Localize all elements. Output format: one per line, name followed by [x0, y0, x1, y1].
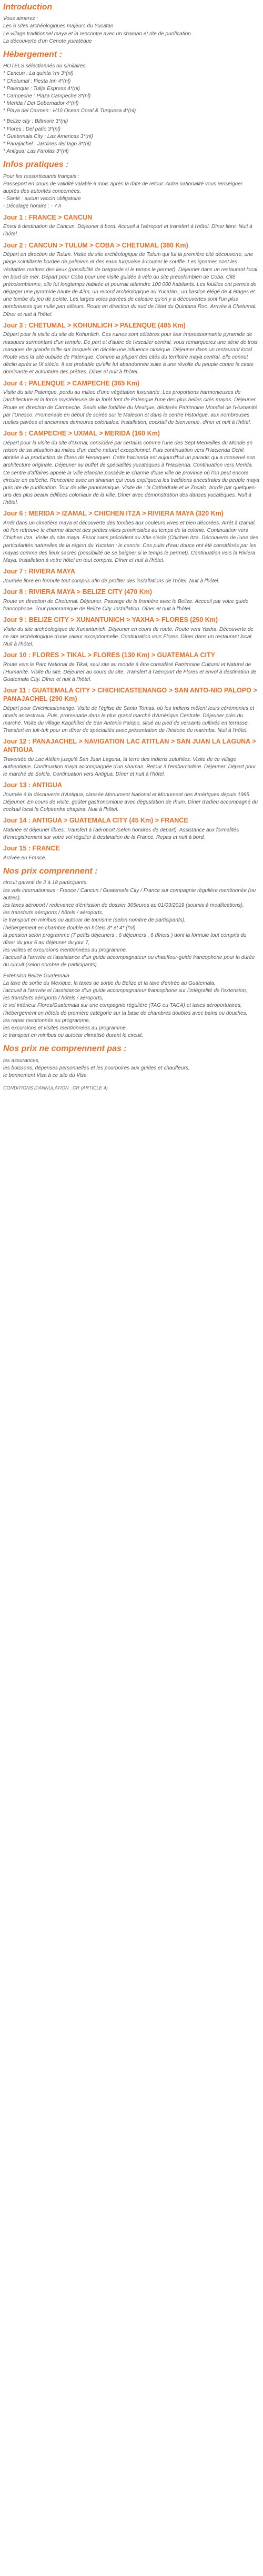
hotel-line: HOTELS sélectionnés ou similaires: [3, 63, 86, 70]
day-description: Départ pour la visite du site d'Uxmal, considéré par certains comme l'une des Sept Merveilles du Monde en raison de sa situation au milieu d'un cadre naturel exceptionnel. Puis continuation vers l'Hacienda Ochil, abritée à la production de fibres de Henequen. Cette hacienda est aujourd'hui un paradis qui a conservé son architecture originale. Déjeuner au buffet de spécialités yucatèques à l'Hacienda. Continuation vers Merida. Ce centre d'affaires appelé la Ville Blanche possède le charme d'une ville de province où l'on peut encore circuler en calèche. Rencontre avec un shaman qui vous expliquera les traditions ancestrales du peuple maya puis rite de purification. Tour de ville panoramique. Visite de : la Cathédrale et le Zocalo, bordé par quelques-uns des plus beaux édifices coloniaux de la ville. Dîner avec démonstration des danses yucatèques. Nuit à l'hôtel.: [3, 440, 259, 506]
included-heading: Nos prix comprennent :: [3, 867, 98, 876]
day-description: Départ pour la visite du site de Kohunlich. Ces ruines sont célèbres pour leur impressionnante pyramide de masques surmontant d'un temple. De part et d'autre de l'escalier central, vous remarquerez une série de trois masques de grande taille sur lesquels on décèle une influence olmèque. Déjeuner dans un restaurant local. Route vers la cité oubliée de Palenque. Comme la plupart des cités du territoire maya central, elle connut déclin après le IX siècle. Il est probable qu'elle fut abandonnée suite à une révolte du peuple contre la caste dominante et autoritaire des prêtres. Dîner et nuit à l'hôtel.: [3, 332, 258, 375]
day-title: Jour 15 : FRANCE: [3, 845, 60, 853]
day-description: Départ en direction de Tulum. Visite du site archéologique de Tulum qui fut la première cité découverte, une plage scintillante bordée de palmiers et des eaux turquoise à couper le souffle. Les ignames sont les véritables maîtres des lieux (possibilité de baignade si le temps le permet). Déjeuner dans un restaurant local en bord de mer. Départ pour Coba pour une visite guidée à vélo du site précolombien de Coba. Cité précolombienne, elle fut longtemps habitée et pourrait atteindre 100 000 habitants. Les fouilles ont permis de dégager une pyramide haute de 42m, un record archéologique au Yucatan ; un bastion élégé de 4 étages et une tombe du jeu de pelote. Les larges voies pavées de calcaire qu'on y a découvertes sont l'un plus nombreuses que nulle part ailleurs. Route en direction du sud de l'état du Quintana Roo. Arrivée à Chetumal. Dîner et nuit à l'hôtel.: [3, 252, 258, 318]
included-item: les transferts aéroports / hôtels / aéroports,: [3, 910, 104, 916]
day-description: Départ pour Chichicastenango. Visite de l'église de Santo Tomas, où les Indiens mêlent leurs cérémonies et rituels ancestraux. Puis, promenade dans le plus grand marché d'Amérique Centrale. Déjeuner près du marché. Visite du village Kaqchikel de San Antonio Palopo, situé au pied de versants cultivés en terrasse. Transfert en tuk-tuk pour un dîner de spécialités avec présentation de l'histoire du marimba. Nuit à l'hôtel.: [3, 705, 255, 734]
itinerary-day: [3, 242, 260, 319]
day-title: Jour 1 : FRANCE > CANCUN: [3, 213, 93, 221]
day-description: Envol à destination de Cancun. Déjeuner à bord. Accueil à l'aéroport et transfert à l'hôtel. Dîner libre. Nuit à l'hôtel.: [3, 224, 252, 237]
itinerary-days: [3, 214, 260, 863]
intro-line: Le village traditionnel maya et la rencontre avec un shaman et rite de purification.: [3, 31, 193, 37]
day-description: Visite du site Palenque, perdu au milieu d'une végétation luxuriante. Les proportions harmonieuses de l'architecture et la force mystérieuse de la forêt font de Palenque l'une des plus belles cités mayas. Déjeuner. Route en direction de Campeche. Seule ville fortifiée du Mexique, déclarée Patrimoine Mondial de l'Humanité par l'Unesco. Promenade en début de soirée sur le Malecon et dans le centre historique, aux nombreuses ruelles pavées et anciennes demeures coloniales. Installation, cocktail de bienvenue, dîner et nuit à l'hôtel.: [3, 390, 258, 425]
included-item: les vols internationaux : France / Cancun / Guatemala City / France sur compagnie régulière mentionnée (ou autres),: [3, 887, 256, 901]
itinerary-day: [3, 738, 260, 778]
itinerary-day: [3, 781, 260, 814]
hotel-line: * Belize city : Biltmore 3*(nl): [3, 118, 68, 125]
day-title: Jour 10 : FLORES > TIKAL > FLORES (130 Km) > GUATEMALA CITY: [3, 651, 215, 659]
excluded-lines: [3, 1057, 260, 1080]
included-item: l'accueil à l'arrivée et l'assistance d'un guide accompagnateur francophone sur l'intégralité de l'extension,: [3, 988, 247, 994]
itinerary-day: [3, 651, 260, 683]
hotel-line: * Campeche : Plaza Campeche 3*(nl): [3, 93, 91, 99]
hotel-line: * Flores : Del patio 3*(nl): [3, 126, 60, 132]
included-item: le transport en minibus ou autocar de tourisme (selon nombre de participants),: [3, 917, 186, 924]
included-item: les visites et excursions mentionnées au programme,: [3, 947, 127, 954]
excluded-heading: Nos prix ne comprennent pas :: [3, 1044, 127, 1054]
included-lines: [3, 879, 260, 1039]
intro-section: [3, 2, 260, 45]
intro-heading: Introduction: [3, 3, 53, 12]
day-title: Jour 7 : RIVIERA MAYA: [3, 568, 75, 576]
day-title: Jour 2 : CANCUN > TULUM > COBA > CHETUMAL (380 Km): [3, 241, 188, 249]
included-item: le vol intérieur Flores/Guatemala sur une compagnie régulière (TAG ou TACA) et taxes aéroportuaires,: [3, 1003, 242, 1009]
itinerary-day: [3, 510, 260, 564]
day-description: Arrêt dans un cimetière maya et découverte des tombes aux couleurs vives et bien décorées. Arrêt à Izamal, où l'on retrouve le charme discret des petites villes provinciales au temps de la colonie. Continuation vers Chichen Itza. Visite du site maya. Essor sans précédent au XIIe siècle (Chichen Itza. Découverte de l'une des particularités naturelles de la région du Yucatan : le cenote. Ces puits d'eau douce ont été considérés par les mayas comme des lieux sacrés (possibilité de se baigner si le temps le permet). Continuation vers la Riviera Maya. Installation à votre hôtel en tout compris. Dîner et nuit à l'hôtel.: [3, 520, 258, 563]
intro-lines: [3, 15, 260, 45]
intro-line: La découverte d'un Cenote yucatèque: [3, 38, 92, 44]
excluded-item: le bonnement Visa à ce site du Visa: [3, 1072, 87, 1078]
hotel-line: * Chetumal : Fiesta Inn 4*(nl): [3, 78, 71, 84]
itinerary-day: [3, 380, 260, 427]
itinerary-day: [3, 588, 260, 613]
included-item: Extension Belize Guatemala: [3, 973, 69, 979]
day-description: Route en direction de Chetumal. Déjeuner. Passage de la frontière avec le Belize. Accueil par votre guide francophone. Tour panoramique de Belize City. Installation. Dîner et nuit à l'hôtel.: [3, 598, 249, 612]
itinerary-day: [3, 817, 260, 841]
included-item: les taxes aéroport / redevance d'émission de dossier 365euros au 01/03/2019 (soumis à modifications),: [3, 902, 244, 908]
lodging-heading: Hébergement :: [3, 49, 63, 59]
day-description: Matinée et déjeuner libres. Transfert à l'aéroport (selon horaires de départ). Assistance aux formalités d'enregistrement sur votre vol régulier à destination de la France. Repas et nuit à bord.: [3, 827, 239, 841]
day-title: Jour 12 : PANAJACHEL > NAVIGATION LAC ATITLAN > SAN JUAN LA LAGUNA > ANTIGUA: [3, 738, 256, 754]
day-description: Visite du site archéologique de Xunantunich. Déjeuner en cours de route. Route vers Yaxha. Découverte de ce site archéologique d'une valeur exceptionnelle. Continuation vers Flores. Dîner dans un restaurant local. Nuit à l'hôtel.: [3, 626, 254, 647]
included-item: le transport en minibus ou autocar climatisé durant le circuit.: [3, 1033, 144, 1039]
itinerary-day: [3, 616, 260, 648]
info-heading: Infos pratiques :: [3, 160, 69, 170]
hotel-line: * Palenque : Tulija Express 4*(nl): [3, 85, 80, 92]
excluded-item: les boissons, dépenses personnelles et les pourboires aux guides et chauffeurs,: [3, 1065, 190, 1071]
day-title: Jour 5 : CAMPECHE > UXMAL > MERIDA (160 Km): [3, 430, 160, 438]
day-title: Jour 13 : ANTIGUA: [3, 781, 63, 789]
itinerary-day: [3, 322, 260, 377]
info-line: - Décalage horaire : - 7 h: [3, 203, 62, 210]
included-item: La taxe de sortie du Mexique, la taxes de sortie du Belize et la taxe d'entrée au Guatemala,: [3, 980, 216, 986]
day-title: Jour 11 : GUATEMALA CITY > CHICHICASTENANGO > SAN ANTO-NIO PALOPO > PANAJACHEL (290 Km): [3, 687, 257, 702]
day-title: Jour 4 : PALENQUE > CAMPECHE (365 Km): [3, 379, 140, 387]
day-description: Traversée du Lac Atitlan jusqu'à San Juan Laguna, la terre des indiens zutuhiles. Visite de ce village authentique. Continuation maya accompagnée d'un shaman. Retour à l'embarcadère. Déjeuner. Départ pour le marché de Solola. Continuation vers Antigua. Dîner et nuit à l'hôtel.: [3, 756, 256, 777]
day-description: Route vers le Parc National de Tikal, seul site au monde à être considéré Patrimoine Culturel et Naturel de l'Humanité. Visite du site. Déjeuner au cours du site. Transfert à l'aéroport de Flores et envol à destination de Guatemala City. Dîner et nuit à l'hôtel.: [3, 661, 257, 683]
intro-line: Vous aimerez :: [3, 16, 38, 22]
day-description: Journée libre en formule tout compris afin de profiter des installations de l'hôtel. Nuit à l'hôtel.: [3, 578, 220, 584]
hotel-line: * Cancun : La quinta 'rm 3*(nl): [3, 71, 74, 77]
itinerary-day: [3, 430, 260, 507]
itinerary-day: [3, 687, 260, 735]
day-title: Jour 14 : ANTIGUA > GUATEMALA CITY (45 Km) > FRANCE: [3, 817, 188, 825]
day-description: Arrivée en France.: [3, 855, 47, 861]
lodging-section: [3, 49, 260, 155]
included-item: les excursions et visites mentionnées au programme,: [3, 1025, 127, 1031]
included-item: les transferts aéroports / hôtels / aéroports,: [3, 995, 104, 1002]
info-line: Pour les ressortissants français :: [3, 173, 79, 180]
day-title: Jour 9 : BELIZE CITY > XUNANTUNICH > YAXHA > FLORES (250 Km): [3, 616, 218, 623]
excluded-section: [3, 1044, 260, 1079]
hotel-line: * Guatemala City : Las Americas 3*(nl): [3, 133, 93, 140]
day-description: Journée à la découverte d'Antigua, classée Monument National et Monument des Amériques depuis 1965. Déjeuner. En cours de visite, goûter gastronomique avec dégustation de rhum. Dîner d'adieu accompagné du cocktail local la Colpiranha chapina. Nuit à l'hôtel.: [3, 791, 258, 813]
hotel-line: * Playa del Carmen : H10 Ocean Coral & Turquesa 4*(nl): [3, 108, 136, 114]
day-title: Jour 3 : CHETUMAL > KOHUNLICH > PALENQUE (485 Km): [3, 321, 186, 329]
itinerary-day: [3, 845, 260, 862]
day-title: Jour 6 : MERIDA > IZAMAL > CHICHEN ITZA > RIVIERA MAYA (320 Km): [3, 510, 224, 518]
info-line: Passeport en cours de validité valable 6 mois après la date de retour. Autre nationalité vous renseigner auprès des autorités concernées.: [3, 181, 243, 194]
included-item: circuit garanti de 2 à 18 participants.: [3, 880, 88, 886]
hotel-line: * Panajachel : Jardines del lago 3*(nl): [3, 141, 91, 147]
itinerary-day: [3, 214, 260, 239]
included-item: les repas mentionnés au programme,: [3, 1017, 90, 1024]
info-lines: [3, 173, 260, 211]
included-section: [3, 866, 260, 1039]
intro-line: Les 6 sites archéologiques majeurs du Yucatan: [3, 23, 114, 29]
hotel-line: * Antigua: Las Farolas 3*(nl): [3, 148, 69, 155]
included-item: l'hébergement en hôtels de première catégorie sur la base de chambres doubles avec bains ou douches,: [3, 1010, 248, 1016]
lodging-lines: [3, 63, 260, 155]
included-item: la pension selon programme (7 petits déjeuners , 6 déjeuners , 6 dîners ) dont la formule tout compris du dîner du jour 6 au déjeuner du jour 7,: [3, 932, 247, 946]
info-section: [3, 160, 260, 210]
excluded-item: les assurances,: [3, 1057, 40, 1064]
included-item: l'hébergement en chambre double en hôtels 3* et 4* (*nl),: [3, 925, 137, 931]
program-document: [0, 0, 263, 1097]
info-line: - Santé : aucun vaccin obligatoire: [3, 196, 81, 202]
hotel-line: * Merida / Del Gobernador 4*(nl): [3, 101, 79, 107]
cancellation-conditions: CONDITIONS D'ANNULATION : CR (ARTICLE 4): [3, 1085, 108, 1091]
itinerary-day: [3, 568, 260, 585]
included-item: l'accueil à l'arrivée et l'assistance d'un guide accompagnateur ou chauffeur-guide francophone pour la durée du circuit (selon nombre de participants).: [3, 955, 255, 968]
day-title: Jour 8 : RIVIERA MAYA > BELIZE CITY (470 Km): [3, 588, 153, 596]
